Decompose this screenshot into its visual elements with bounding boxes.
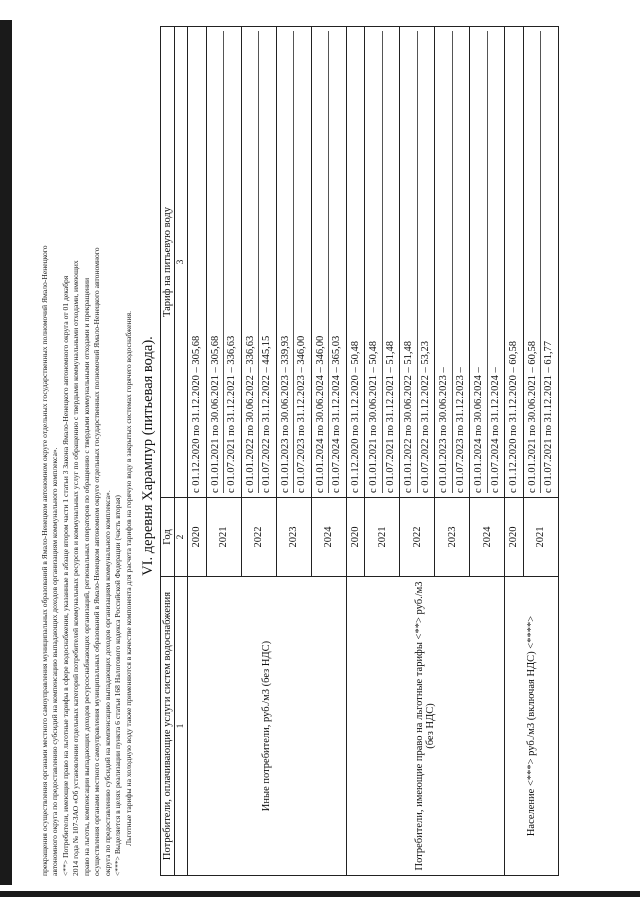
- table-body: [188, 27, 559, 876]
- tariff-cell: [435, 27, 470, 498]
- tariff-table: [160, 26, 559, 876]
- year-cell: 2021: [206, 498, 241, 577]
- footnote-line: Льготные тарифы на холодную воду также применяются в качестве компонента для расчета тарифов на горячую воду в закрытых системах горячего водоснабжения.: [123, 310, 133, 846]
- tariff-cell: [188, 27, 207, 498]
- scan-edge: [0, 20, 12, 885]
- column-number-row: [175, 27, 188, 876]
- footnote-line: округа по предоставлению субсидий на компенсацию выпадающих доходов организациям коммунального комплекса».: [102, 490, 112, 876]
- tariff-period: с 01.01.2021 по 30.06.2021 – 305,68: [208, 31, 225, 493]
- tariff-cell: [241, 27, 276, 498]
- year-cell: 2023: [435, 498, 470, 577]
- header-year: Год: [161, 498, 175, 577]
- year-cell: 2023: [276, 498, 311, 577]
- year-cell: 2021: [523, 498, 558, 577]
- tariff-period: с 01.01.2023 по 30.06.2023 – 339,93: [278, 31, 295, 493]
- year-cell: 2020: [188, 498, 207, 577]
- footnote-line: 2014 года № 107-ЗАО «Об установлении отдельных категорий потребителей коммунальных ресурсов и коммунальных услуг по обращению с твердыми коммунальными отходами, имеющих: [71, 260, 81, 876]
- header-consumers: Потребители, оплачивающие услуги систем водоснабжения: [161, 577, 175, 876]
- tariff-period: с 01.07.2022 по 31.12.2022 – 53,23: [419, 340, 431, 493]
- tariff-cell: [346, 27, 365, 498]
- tariff-period: с 01.01.2023 по 30.06.2023 –: [436, 31, 453, 493]
- tariff-period: с 01.12.2020 по 31.12.2020 – 305,68: [191, 335, 202, 493]
- footnote-line: прекращения осуществления органами местного самоуправления муниципальных образований в Ямало-Ненецком автономном округе отдельных государственных полномочий Ямало-Ненецкого: [40, 245, 49, 876]
- tariff-cell: [470, 27, 505, 498]
- column-number: 2: [175, 498, 188, 577]
- footnote-line: автономного округа по предоставлению субсидий на компенсацию выпадающих доходов организациям коммунального комплекса».: [50, 447, 60, 876]
- section-title: VI. деревня Харампур (питьевая вода).: [140, 336, 156, 576]
- table-row: [505, 27, 524, 876]
- scan-edge-bottom: [0, 891, 640, 897]
- tariff-period: с 01.01.2021 по 30.06.2021 – 60,58: [525, 31, 542, 493]
- tariff-period: с 01.07.2022 по 31.12.2022 – 445,15: [261, 335, 272, 493]
- tariff-period: с 01.01.2022 по 30.06.2022 – 51,48: [401, 31, 418, 493]
- tariff-period: с 01.07.2021 по 31.12.2021 – 61,77: [543, 340, 554, 493]
- year-cell: 2024: [470, 498, 505, 577]
- table-header-row: [161, 27, 175, 876]
- column-number: 1: [175, 577, 188, 876]
- tariff-period: с 01.01.2024 по 30.06.2024 – 346,00: [313, 31, 330, 493]
- year-cell: 2020: [505, 498, 524, 577]
- tariff-period: с 01.07.2023 по 31.12.2023 – 346,00: [296, 335, 307, 493]
- tariff-cell: [365, 27, 400, 498]
- tariff-period: с 01.07.2021 по 31.12.2021 – 336,63: [226, 335, 237, 493]
- consumer-category-cell: Население <***> руб./м3 (включая НДС) <****>: [505, 577, 559, 876]
- year-cell: 2022: [241, 498, 276, 577]
- year-cell: 2021: [365, 498, 400, 577]
- tariff-period: с 01.12.2020 по 31.12.2020 – 50,48: [349, 340, 361, 493]
- tariff-cell: [505, 27, 524, 498]
- consumer-category-cell: Иные потребители, руб./м3 (без НДС): [188, 577, 347, 876]
- table-row: [188, 27, 207, 876]
- tariff-period: с 01.07.2024 по 31.12.2024 –: [489, 367, 501, 493]
- tariff-period: с 01.01.2022 по 30.06.2022 – 336,63: [243, 31, 260, 493]
- tariff-cell: [523, 27, 558, 498]
- rotated-page: [40, 26, 600, 876]
- consumer-category-cell: Потребители, имеющие право на льготные тарифы <**> руб./м3 (без НДС): [346, 577, 505, 876]
- footnote-line: осуществления органами местного самоуправления муниципальных образований в Ямало-Ненецком автономном округе отдельных государственных полномочий Ямало-Ненецкого автономного: [92, 247, 102, 876]
- column-number: 3: [175, 27, 188, 498]
- tariff-period: с 01.12.2020 по 31.12.2020 – 60,58: [508, 340, 519, 493]
- header-tariff: Тариф на питьевую воду: [161, 27, 175, 498]
- tariff-period: с 01.07.2024 по 31.12.2024 – 365,03: [331, 335, 342, 493]
- footnote-line: <***> Выделяется в целях реализации пункта 6 статьи 168 Налогового кодекса Российской Федерации (часть вторая): [113, 495, 123, 876]
- tariff-period: с 01.01.2024 по 30.06.2024 –: [471, 31, 488, 493]
- year-cell: 2022: [400, 498, 435, 577]
- tariff-cell: [311, 27, 346, 498]
- tariff-cell: [206, 27, 241, 498]
- tariff-period: с 01.07.2021 по 31.12.2021 – 51,48: [384, 340, 396, 493]
- footnote-line: право на льготы, компенсации выпадающих доходов ресурсоснабжающих организаций, региональных операторов по обращению с твердыми коммунальными отходами и прекращении: [81, 277, 91, 876]
- table-row: [346, 27, 365, 876]
- tariff-period: с 01.01.2021 по 30.06.2021 – 50,48: [366, 31, 383, 493]
- footnote-line: <**> Потребители, имеющие право на льготные тарифы в сфере водоснабжения, указанные в абзаце втором части 1 статьи 3 Закона Ямало-Ненецкого автономного округа от 01 декабря: [60, 275, 70, 876]
- year-cell: 2020: [346, 498, 365, 577]
- tariff-period: с 01.07.2023 по 31.12.2023 –: [454, 367, 466, 493]
- tariff-cell: [400, 27, 435, 498]
- footnotes: [40, 26, 134, 876]
- year-cell: 2024: [311, 498, 346, 577]
- tariff-cell: [276, 27, 311, 498]
